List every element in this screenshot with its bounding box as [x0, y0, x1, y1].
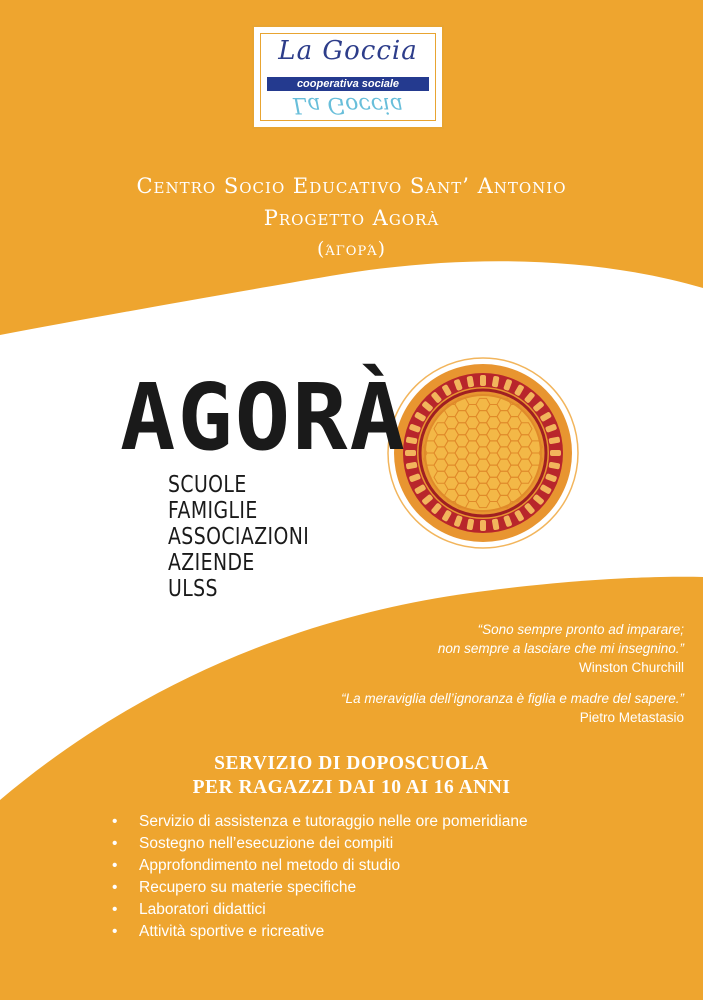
services-list: [112, 811, 528, 943]
service-item: [112, 877, 528, 899]
header-title-line1: Centro Socio Educativo Sant’ Antonio: [136, 174, 567, 198]
service-title-line2: PER RAGAZZI DAI 10 AI 16 ANNI: [192, 777, 511, 798]
agora-wordmark: AGORÀ: [120, 364, 407, 471]
logo-band: cooperativa sociale: [267, 77, 429, 91]
bullet-icon: •: [112, 857, 118, 874]
bullet-icon: •: [112, 923, 118, 940]
target-item: AZIENDE: [168, 550, 255, 576]
service-item-text: Approfondimento nel metodo di studio: [139, 857, 401, 874]
service-title: [0, 752, 703, 800]
bullet-icon: •: [112, 901, 118, 918]
quote-metastasio: [341, 689, 684, 727]
service-item: [112, 899, 528, 921]
bullet-icon: •: [112, 813, 118, 830]
logo-mirror-name: La Goccia: [292, 92, 404, 117]
logo-script-name: La Goccia: [278, 36, 418, 66]
bullet-icon: •: [112, 879, 118, 896]
header-titles: [0, 170, 703, 264]
quote-author: Pietro Metastasio: [579, 710, 684, 725]
target-item: FAMIGLIE: [168, 498, 258, 524]
service-item: [112, 833, 528, 855]
service-title-line1: SERVIZIO DI DOPOSCUOLA: [214, 753, 489, 774]
quote-line: “Sono sempre pronto ad imparare;: [477, 622, 684, 637]
service-item: [112, 855, 528, 877]
target-item: SCUOLE: [168, 472, 247, 498]
quote-line: non sempre a lasciare che mi insegnino.”: [437, 641, 684, 656]
target-item: ASSOCIAZIONI: [168, 524, 310, 550]
service-item-text: Sostegno nell’esecuzione dei compiti: [139, 835, 394, 852]
service-item-text: Recupero su materie specifiche: [139, 879, 357, 896]
quote-churchill: [341, 620, 684, 677]
bullet-icon: •: [112, 835, 118, 852]
service-item-text: Servizio di assistenza e tutoraggio nelle ore pomeridiane: [139, 813, 528, 830]
service-item-text: Attività sportive e ricreative: [139, 923, 325, 940]
service-item-text: Laboratori didattici: [139, 901, 266, 918]
target-item: ULSS: [168, 576, 218, 602]
service-item: [112, 811, 528, 833]
target-list: [168, 472, 309, 602]
logo-frame: [260, 33, 436, 121]
service-item: [112, 921, 528, 943]
logo: [252, 25, 444, 129]
header-title-greek: (άγορά): [316, 238, 387, 260]
quote-line: “La meraviglia dell’ignoranza è figlia e madre del sapere.”: [341, 691, 684, 706]
quote-author: Winston Churchill: [578, 660, 684, 675]
header-title-line2: Progetto Agorà: [263, 206, 440, 230]
quotes: [341, 620, 684, 727]
